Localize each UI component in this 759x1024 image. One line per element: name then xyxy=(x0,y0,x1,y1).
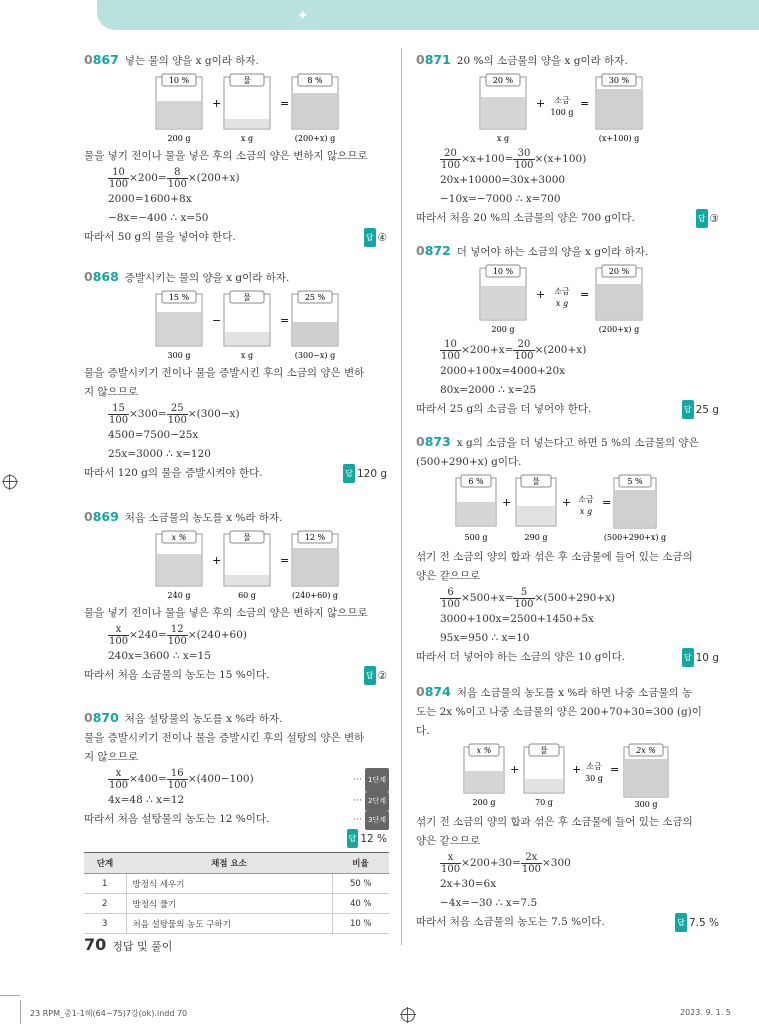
explanation-text: 섞기 전 소금의 양의 합과 섞은 후 소금물에 들어 있는 소금의 xyxy=(416,816,693,828)
svg-text:5 %: 5 % xyxy=(627,477,643,486)
problem-number: 0869 xyxy=(84,509,119,524)
problem-0874 xyxy=(416,682,721,932)
beaker xyxy=(292,74,338,129)
equation: 3000+100x=2500+1450+5x xyxy=(440,613,594,625)
svg-text:25 %: 25 % xyxy=(304,293,326,302)
problem-intro: 도는 2x %이고 나중 소금물의 양은 200+70+30=300 (g)이 xyxy=(416,706,702,718)
conclusion: 따라서 120 g의 물을 증발시켜야 한다. xyxy=(84,467,263,479)
svg-text:−: − xyxy=(212,314,222,327)
svg-text:300 g: 300 g xyxy=(167,351,191,360)
svg-text:300 g: 300 g xyxy=(634,800,658,809)
equation: $\frac{15}{100}$ ×300= $\frac{25}{100}$ ×(300−x) xyxy=(109,402,240,426)
answer: 답 12 % xyxy=(347,829,387,849)
table-header: 단계 xyxy=(84,853,126,874)
svg-text:소금: 소금 xyxy=(586,762,602,771)
equation: 20x+10000=30x+3000 xyxy=(440,174,566,186)
problem-intro: 더 넣어야 하는 소금의 양을 x g이라 하자. xyxy=(456,246,649,258)
answer: 답 10 g xyxy=(682,648,719,668)
svg-text:물: 물 xyxy=(243,533,251,542)
beaker xyxy=(516,475,556,526)
problem-number: 0870 xyxy=(84,710,119,725)
beaker xyxy=(596,265,642,320)
beaker xyxy=(480,74,526,129)
svg-text:x g: x g xyxy=(555,299,569,308)
equation: 2x+30=6x xyxy=(440,878,497,890)
explanation-text: 물을 넣기 전이나 물을 넣은 후의 소금의 양은 변하지 않으므로 xyxy=(84,150,368,162)
explanation-text: 양은 같으므로 xyxy=(416,835,481,847)
beaker xyxy=(524,744,564,793)
answer-icon: 답 xyxy=(343,464,355,483)
beaker-diagram xyxy=(416,472,721,544)
equation: $\frac{10}{100}$ ×200= $\frac{8}{100}$ ×(200+x) xyxy=(109,166,240,190)
svg-text:=: = xyxy=(280,97,290,110)
svg-text:소금: 소금 xyxy=(578,495,594,504)
problem-number: 0872 xyxy=(416,243,451,258)
svg-text:240 g: 240 g xyxy=(167,591,191,600)
answer-icon: 답 xyxy=(347,829,359,848)
scoring-table xyxy=(84,852,389,934)
explanation-text: 섞기 전 소금의 양의 합과 섞은 후 소금물에 들어 있는 소금의 xyxy=(416,551,693,563)
svg-text:10 %: 10 % xyxy=(492,267,514,276)
svg-text:소금: 소금 xyxy=(554,287,570,296)
svg-text:+: + xyxy=(212,554,222,567)
svg-text:12 %: 12 % xyxy=(304,533,326,542)
crop-mark xyxy=(0,995,20,996)
registration-mark-icon xyxy=(3,475,17,489)
problem-0870: 0870 처음 설탕물의 농도를 x %라 하자. 물을 증발시키기 전이나 물을 증발시킨 후의 설탕의 양은 변하 지 않으므로 $\frac{x}{100}$ ×400= $\frac{16}{100}$ ×(400−100) ··· 1단계 4x=48 ∴ x=12 ··· 2단계 따라서 처음 설탕물의 농도는 12 %이다. ··· 3단계 답 12 % 단계 채점 요소 비율 1 방정식 세우기 50 % 2 방정식 풀기 40 % 3 처음 설탕물의 농도 구하기 10 % xyxy=(84,708,389,934)
svg-text:+: + xyxy=(502,496,512,509)
equation: 25x=3000 ∴ x=120 xyxy=(108,448,211,460)
problem-number: 0867 xyxy=(84,52,119,67)
problem-0867 xyxy=(84,50,389,247)
beaker xyxy=(224,531,270,586)
svg-text:+: + xyxy=(536,97,546,110)
answer: 답 120 g xyxy=(343,464,387,484)
answer-icon: 답 xyxy=(682,400,694,419)
answer-icon: 답 xyxy=(364,228,376,247)
step-badge: 1단계 xyxy=(365,768,389,792)
svg-text:(200+x) g: (200+x) g xyxy=(294,134,336,143)
column-divider xyxy=(401,48,402,945)
beaker xyxy=(156,74,202,129)
equation: $\frac{6}{100}$ ×500+x= $\frac{5}{100}$ ×(500+290+x) xyxy=(441,586,616,610)
svg-text:2x %: 2x % xyxy=(636,746,656,755)
equation: $\frac{x}{100}$ ×240= $\frac{12}{100}$ ×(240+60) xyxy=(109,623,248,647)
beaker xyxy=(224,74,270,129)
svg-text:x g: x g xyxy=(240,134,254,143)
svg-text:=: = xyxy=(580,97,590,110)
svg-text:200 g: 200 g xyxy=(167,134,191,143)
footer-label: 정답 및 풀이 xyxy=(112,940,173,953)
svg-text:8 %: 8 % xyxy=(307,76,323,85)
conclusion: 따라서 처음 소금물의 농도는 7.5 %이다. xyxy=(416,916,605,928)
crop-mark xyxy=(20,1000,21,1024)
svg-text:200 g: 200 g xyxy=(491,325,515,334)
step-badge: 2단계 xyxy=(365,792,389,811)
equation: −8x=−400 ∴ x=50 xyxy=(108,212,209,224)
svg-text:30 %: 30 % xyxy=(608,76,630,85)
svg-text:500 g: 500 g xyxy=(464,533,488,542)
problem-intro: (500+290+x) g이다. xyxy=(416,456,522,468)
svg-text:(x+100) g: (x+100) g xyxy=(598,134,640,143)
problem-0869 xyxy=(84,507,389,685)
answer: 답 ④ xyxy=(364,228,387,248)
svg-text:물: 물 xyxy=(532,477,540,486)
equation: $\frac{10}{100}$ ×200+x= $\frac{20}{100}$ ×(200+x) xyxy=(441,338,587,362)
svg-text:10 %: 10 % xyxy=(168,76,190,85)
problem-intro: 다. xyxy=(416,725,430,737)
equation: −4x=−30 ∴ x=7.5 xyxy=(440,897,538,909)
svg-text:=: = xyxy=(280,314,290,327)
svg-text:물: 물 xyxy=(243,76,251,85)
beaker-diagram xyxy=(84,288,389,360)
step-badge: 3단계 xyxy=(365,811,389,830)
registration-mark-icon xyxy=(401,1008,415,1022)
problem-intro: x g의 소금을 더 넣는다고 하면 5 %의 소금물의 양은 xyxy=(456,437,699,449)
equation: $\frac{x}{100}$ ×200+30= $\frac{2x}{100}$ ×300 xyxy=(441,851,571,875)
svg-text:=: = xyxy=(610,763,620,776)
beaker-diagram xyxy=(416,71,721,143)
svg-text:x g: x g xyxy=(579,507,593,516)
conclusion: 따라서 25 g의 소금을 더 넣어야 한다. xyxy=(416,403,592,415)
table-row: 2 방정식 풀기 40 % xyxy=(84,894,389,914)
conclusion: 따라서 50 g의 물을 넣어야 한다. xyxy=(84,231,236,243)
svg-text:=: = xyxy=(602,496,612,509)
conclusion: 따라서 더 넣어야 하는 소금의 양은 10 g이다. xyxy=(416,651,626,663)
explanation-text: 지 않으므로 xyxy=(84,386,139,398)
svg-text:x %: x % xyxy=(171,533,187,542)
conclusion: 따라서 처음 20 %의 소금물의 양은 700 g이다. xyxy=(416,212,635,224)
header-banner xyxy=(97,0,759,30)
beaker xyxy=(292,291,338,346)
svg-text:(300−x) g: (300−x) g xyxy=(294,351,336,360)
equation: $\frac{x}{100}$ ×400= $\frac{16}{100}$ ×(400−100) ··· 1단계 xyxy=(84,767,389,791)
problem-number: 0868 xyxy=(84,269,119,284)
svg-text:x %: x % xyxy=(476,746,492,755)
equation: 4x=48 ∴ x=12 ··· 2단계 xyxy=(84,791,389,810)
equation: 4500=7500−25x xyxy=(108,429,199,441)
equation: $\frac{20}{100}$ ×x+100= $\frac{30}{100}$ ×(x+100) xyxy=(441,147,587,171)
problem-intro: 처음 설탕물의 농도를 x %라 하자. xyxy=(124,713,283,725)
svg-text:20 %: 20 % xyxy=(608,267,630,276)
equation: 95x=950 ∴ x=10 xyxy=(440,632,530,644)
svg-text:(240+60) g: (240+60) g xyxy=(291,591,339,600)
svg-text:290 g: 290 g xyxy=(524,533,548,542)
svg-text:+: + xyxy=(212,97,222,110)
svg-text:=: = xyxy=(580,288,590,301)
explanation-text: 물을 증발시키기 전이나 물을 증발시킨 후의 설탕의 양은 변하 xyxy=(84,732,365,744)
table-header: 채점 요소 xyxy=(126,853,332,874)
equation: 80x=2000 ∴ x=25 xyxy=(440,384,537,396)
beaker-diagram xyxy=(84,71,389,143)
svg-text:+: + xyxy=(510,763,520,776)
beaker xyxy=(464,744,504,793)
equation: 2000=1600+8x xyxy=(108,193,192,205)
beaker xyxy=(156,531,202,586)
conclusion: 따라서 처음 소금물의 농도는 15 %이다. xyxy=(84,669,270,681)
svg-text:+: + xyxy=(536,288,546,301)
svg-text:=: = xyxy=(280,554,290,567)
beaker xyxy=(624,744,668,797)
answer: 답 ② xyxy=(364,666,387,686)
svg-text:물: 물 xyxy=(540,746,548,755)
beaker xyxy=(292,531,338,586)
table-row: 1 방정식 세우기 50 % xyxy=(84,874,389,894)
table-row: 3 처음 설탕물의 농도 구하기 10 % xyxy=(84,914,389,934)
svg-text:(500+290+x) g: (500+290+x) g xyxy=(603,533,667,542)
problem-intro: 처음 소금물의 농도를 x %라 하면 나중 소금물의 농 xyxy=(456,687,693,699)
svg-text:+: + xyxy=(562,496,572,509)
svg-text:200 g: 200 g xyxy=(472,798,496,807)
svg-text:x g: x g xyxy=(496,134,510,143)
explanation-text: 양은 같으므로 xyxy=(416,570,481,582)
beaker xyxy=(224,291,270,346)
problem-intro: 넣는 물의 양을 x g이라 하자. xyxy=(124,55,259,67)
beaker-diagram xyxy=(84,528,389,600)
svg-text:60 g: 60 g xyxy=(238,591,256,600)
answer-icon: 답 xyxy=(682,648,694,667)
svg-text:소금: 소금 xyxy=(554,96,570,105)
beaker xyxy=(156,291,202,346)
explanation-text: 지 않으므로 xyxy=(84,751,139,763)
svg-text:6 %: 6 % xyxy=(468,477,484,486)
beaker-diagram xyxy=(416,262,721,334)
svg-text:물: 물 xyxy=(243,293,251,302)
problem-number: 0871 xyxy=(416,52,451,67)
problem-number: 0874 xyxy=(416,684,451,699)
svg-text:70 g: 70 g xyxy=(535,798,553,807)
svg-text:100 g: 100 g xyxy=(550,108,574,117)
page-footer xyxy=(84,935,172,954)
equation: 240x=3600 ∴ x=15 xyxy=(108,650,211,662)
answer-icon: 답 xyxy=(675,913,687,932)
problem-number: 0873 xyxy=(416,434,451,449)
table-header: 비율 xyxy=(332,853,389,874)
star-icon: ✦ xyxy=(297,8,309,24)
beaker xyxy=(456,475,496,526)
problem-0872 xyxy=(416,241,721,419)
answer: 답 ③ xyxy=(696,209,719,229)
problem-intro: 20 %의 소금물의 양을 x g이라 하자. xyxy=(456,55,628,67)
svg-text:+: + xyxy=(572,763,582,776)
beaker xyxy=(480,265,526,320)
svg-text:15 %: 15 % xyxy=(168,293,190,302)
answer: 답 25 g xyxy=(682,400,719,420)
problem-0871 xyxy=(416,50,721,228)
beaker xyxy=(614,475,656,528)
problem-intro: 증발시키는 물의 양을 x g이라 하자. xyxy=(124,272,290,284)
svg-text:x g: x g xyxy=(240,351,254,360)
explanation-text: 물을 증발시키기 전이나 물을 증발시킨 후의 소금의 양은 변하 xyxy=(84,367,365,379)
svg-text:30 g: 30 g xyxy=(585,774,603,783)
problem-0868 xyxy=(84,267,389,483)
answer: 답 7.5 % xyxy=(675,913,719,933)
slug-date: 2023. 9. 1. 5 xyxy=(680,1008,731,1017)
page-number: 70 xyxy=(84,935,107,954)
answer-icon: 답 xyxy=(364,666,376,685)
svg-text:(200+x) g: (200+x) g xyxy=(598,325,640,334)
beaker xyxy=(596,74,642,129)
problem-0873 xyxy=(416,432,721,667)
conclusion: 따라서 처음 설탕물의 농도는 12 %이다. xyxy=(84,813,270,825)
problem-intro: 처음 소금물의 농도를 x %라 하자. xyxy=(124,512,283,524)
explanation-text: 물을 넣기 전이나 물을 넣은 후의 소금의 양은 변하지 않으므로 xyxy=(84,607,368,619)
slug-file: 23 RPM_중1-1해(64~75)7강(ok).indd 70 xyxy=(30,1009,188,1018)
svg-text:20 %: 20 % xyxy=(492,76,514,85)
beaker-diagram xyxy=(416,741,721,809)
equation: 2000+100x=4000+20x xyxy=(440,365,566,377)
answer-icon: 답 xyxy=(696,209,708,228)
equation: −10x=−7000 ∴ x=700 xyxy=(440,193,561,205)
